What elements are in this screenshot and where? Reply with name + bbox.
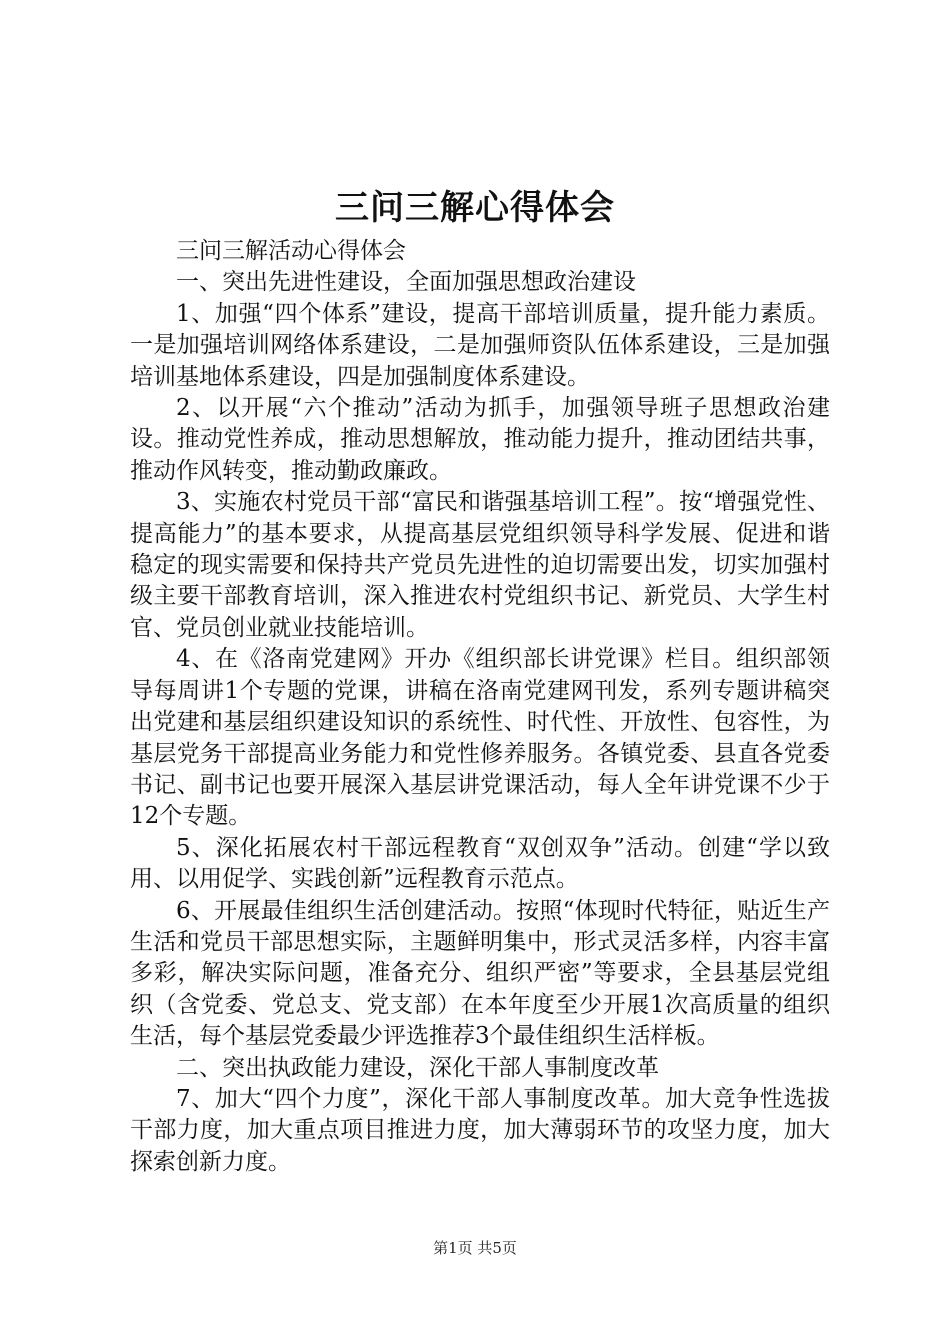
section-heading-1: 一、突出先进性建设，全面加强思想政治建设 xyxy=(176,269,636,296)
paragraph-item-1: 1、加强“四个体系”建设，提高干部培训质量，提升能力素质。一是加强培训网络体系建设，二是加强师资队伍体系建设，三是加强培训基地体系建设，四是加强制度体系建设。 xyxy=(130,300,830,390)
paragraph-item-3: 3、实施农村党员干部“富民和谐强基培训工程”。按“增强党性、提高能力”的基本要求，从提高基层党组织领导科学发展、促进和谐稳定的现实需要和保持共产党员先进性的迫切需要出发，切实加强村级主要干部教育培训，深入推进农村党组织书记、新党员、大学生村官、党员创业就业技能培训。 xyxy=(130,489,830,641)
section-heading-2: 二、突出执政能力建设，深化干部人事制度改革 xyxy=(176,1054,659,1081)
page-footer: 第1页 共5页 xyxy=(433,1239,517,1257)
paragraph-item-5: 5、深化拓展农村干部远程教育“双创双争”活动。创建“学以致用、以用促学、实践创新”远程教育示范点。 xyxy=(130,834,830,893)
paragraph-subtitle: 三问三解活动心得体会 xyxy=(176,238,406,264)
paragraph-item-2: 2、以开展“六个推动”活动为抓手，加强领导班子思想政治建设。推动党性养成，推动思想解放，推动能力提升，推动团结共事，推动作风转变，推动勤政廉政。 xyxy=(130,395,830,484)
document-body xyxy=(130,236,830,1178)
paragraph-item-6: 6、开展最佳组织生活创建活动。按照“体现时代特征，贴近生产生活和党员干部思想实际，主题鲜明集中，形式灵活多样，内容丰富多彩，解决实际问题，准备充分、组织严密”等要求，全县基层党组织（含党委、党总支、党支部）在本年度至少开展1次高质量的组织生活，每个基层党委最少评选推荐3个最佳组织生活样板。 xyxy=(130,897,830,1050)
paragraph-item-4: 4、在《洛南党建网》开办《组织部长讲党课》栏目。组织部领导每周讲1个专题的党课，讲稿在洛南党建网刊发，系列专题讲稿突出党建和基层组织建设知识的系统性、时代性、开放性、包容性，为基层党务干部提高业务能力和党性修养服务。各镇党委、县直各党委书记、副书记也要开展深入基层讲党课活动，每人全年讲党课不少于12个专题。 xyxy=(130,646,830,830)
document-title: 三问三解心得体会 xyxy=(335,188,615,228)
paragraph-item-7: 7、加大“四个力度”，深化干部人事制度改革。加大竞争性选拔干部力度，加大重点项目推进力度，加大薄弱环节的攻坚力度，加大探索创新力度。 xyxy=(130,1085,830,1175)
